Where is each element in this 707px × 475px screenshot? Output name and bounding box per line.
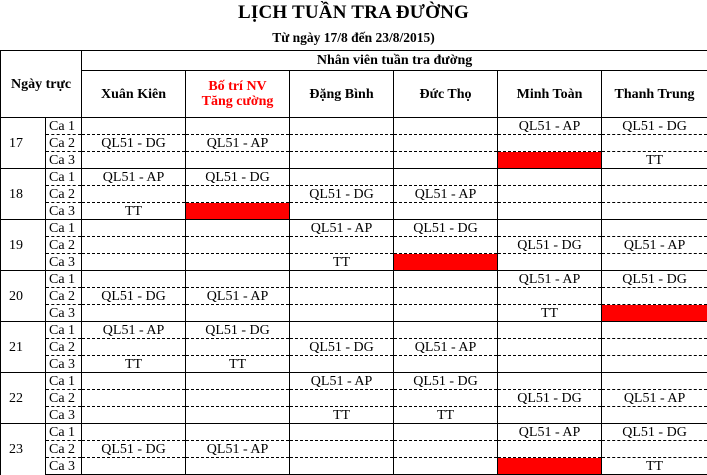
- assignment-cell: QL51 - AP: [498, 424, 602, 441]
- assignment-cell: [290, 305, 394, 322]
- staff-name: Xuân Kiên: [82, 87, 185, 102]
- day-number: 17: [1, 118, 46, 169]
- unassigned-highlight: [498, 458, 602, 475]
- day-number: 20: [1, 271, 46, 322]
- assignment-cell: [290, 424, 394, 441]
- assignment-cell: [82, 186, 186, 203]
- assignment-cell: [82, 237, 186, 254]
- day-number: 21: [1, 322, 46, 373]
- assignment-cell: [394, 271, 498, 288]
- schedule-row: [1, 152, 707, 169]
- assignment-cell: [602, 169, 707, 186]
- assignment-cell: QL51 - AP: [290, 373, 394, 390]
- assignment-cell: [602, 339, 707, 356]
- assignment-cell: [186, 220, 290, 237]
- assignment-cell: [186, 305, 290, 322]
- assignment-cell: [186, 254, 290, 271]
- staff-name-line2: Tăng cường: [186, 94, 289, 109]
- assignment-cell: [186, 458, 290, 475]
- assignment-cell: [290, 118, 394, 135]
- assignment-cell: QL51 - DG: [498, 390, 602, 407]
- shift-label: Ca 3: [46, 407, 82, 424]
- assignment-cell: [290, 271, 394, 288]
- schedule-row: [1, 220, 707, 237]
- day-number: 23: [1, 424, 46, 475]
- assignment-cell: [186, 152, 290, 169]
- assignment-cell: [290, 237, 394, 254]
- day-number: 19: [1, 220, 46, 271]
- schedule-row: [1, 322, 707, 339]
- assignment-cell: [602, 288, 707, 305]
- assignment-cell: [290, 356, 394, 373]
- assignment-cell: [290, 203, 394, 220]
- assignment-cell: [602, 135, 707, 152]
- assignment-cell: TT: [498, 305, 602, 322]
- assignment-cell: QL51 - AP: [186, 288, 290, 305]
- schedule-row: [1, 288, 707, 305]
- shift-label: Ca 3: [46, 254, 82, 271]
- schedule-row: [1, 424, 707, 441]
- assignment-cell: [394, 288, 498, 305]
- assignment-cell: QL51 - DG: [186, 322, 290, 339]
- shift-label: Ca 3: [46, 356, 82, 373]
- assignment-cell: [290, 441, 394, 458]
- assignment-cell: [82, 339, 186, 356]
- assignment-cell: TT: [82, 203, 186, 220]
- assignment-cell: [290, 458, 394, 475]
- assignment-cell: [82, 373, 186, 390]
- assignment-cell: [602, 373, 707, 390]
- date-range-subtitle: Từ ngày 17/8 đến 23/8/2015): [0, 30, 707, 46]
- assignment-cell: [602, 356, 707, 373]
- assignment-cell: [498, 169, 602, 186]
- assignment-cell: QL51 - AP: [394, 339, 498, 356]
- assignment-cell: TT: [602, 152, 707, 169]
- staff-name: Thanh Trung: [602, 87, 707, 102]
- assignment-cell: [394, 305, 498, 322]
- shift-label: Ca 2: [46, 288, 82, 305]
- assignment-cell: [186, 186, 290, 203]
- assignment-cell: [82, 271, 186, 288]
- assignment-cell: QL51 - DG: [394, 373, 498, 390]
- assignment-cell: QL51 - DG: [602, 118, 707, 135]
- assignment-cell: [602, 186, 707, 203]
- assignment-cell: [394, 118, 498, 135]
- shift-label: Ca 2: [46, 339, 82, 356]
- shift-label: Ca 3: [46, 458, 82, 475]
- assignment-cell: [186, 390, 290, 407]
- shift-label: Ca 2: [46, 135, 82, 152]
- staff-header-2: [290, 71, 394, 118]
- assignment-cell: QL51 - DG: [498, 237, 602, 254]
- day-number: 18: [1, 169, 46, 220]
- assignment-cell: QL51 - DG: [602, 271, 707, 288]
- assignment-cell: [186, 237, 290, 254]
- assignment-cell: TT: [290, 254, 394, 271]
- assignment-cell: [394, 356, 498, 373]
- unassigned-highlight: [602, 305, 707, 322]
- staff-name: Bố trí NV: [186, 79, 289, 94]
- shift-label: Ca 2: [46, 186, 82, 203]
- assignment-cell: [602, 407, 707, 424]
- assignment-cell: TT: [602, 458, 707, 475]
- unassigned-highlight: [394, 254, 498, 271]
- assignment-cell: [602, 441, 707, 458]
- assignment-cell: QL51 - AP: [186, 441, 290, 458]
- assignment-cell: [186, 271, 290, 288]
- schedule-row: [1, 390, 707, 407]
- shift-label: Ca 1: [46, 424, 82, 441]
- assignment-cell: [602, 254, 707, 271]
- assignment-cell: [186, 373, 290, 390]
- assignment-cell: [602, 220, 707, 237]
- assignment-cell: TT: [290, 407, 394, 424]
- assignment-cell: [394, 203, 498, 220]
- schedule-row: [1, 305, 707, 322]
- shift-label: Ca 1: [46, 118, 82, 135]
- assignment-cell: [498, 441, 602, 458]
- assignment-cell: QL51 - DG: [602, 424, 707, 441]
- assignment-cell: QL51 - AP: [394, 186, 498, 203]
- shift-label: Ca 1: [46, 220, 82, 237]
- assignment-cell: QL51 - DG: [394, 220, 498, 237]
- staff-name: Đức Thọ: [394, 87, 497, 102]
- shift-label: Ca 1: [46, 271, 82, 288]
- unassigned-highlight: [498, 152, 602, 169]
- staff-name: Đặng Bình: [290, 87, 393, 102]
- assignment-cell: [394, 237, 498, 254]
- assignment-cell: [498, 407, 602, 424]
- assignment-cell: QL51 - DG: [82, 441, 186, 458]
- shift-label: Ca 1: [46, 373, 82, 390]
- staff-name: Minh Toàn: [498, 87, 601, 102]
- schedule-row: [1, 118, 707, 135]
- schedule-row: [1, 271, 707, 288]
- assignment-cell: [394, 390, 498, 407]
- shift-label: Ca 2: [46, 237, 82, 254]
- assignment-cell: [394, 169, 498, 186]
- shift-label: Ca 1: [46, 169, 82, 186]
- assignment-cell: [498, 135, 602, 152]
- staff-header-1: [186, 71, 290, 118]
- staff-group-header: Nhân viên tuần tra đường: [82, 51, 707, 71]
- assignment-cell: [394, 458, 498, 475]
- assignment-cell: QL51 - AP: [186, 135, 290, 152]
- assignment-cell: [498, 373, 602, 390]
- assignment-cell: [498, 254, 602, 271]
- assignment-cell: QL51 - DG: [82, 135, 186, 152]
- unassigned-highlight: [186, 203, 290, 220]
- assignment-cell: [82, 390, 186, 407]
- staff-header-5: [602, 71, 707, 118]
- assignment-cell: TT: [394, 407, 498, 424]
- shift-label: Ca 3: [46, 305, 82, 322]
- schedule-row: [1, 407, 707, 424]
- assignment-cell: [498, 339, 602, 356]
- assignment-cell: [186, 118, 290, 135]
- schedule-row: [1, 373, 707, 390]
- assignment-cell: [394, 441, 498, 458]
- schedule-row: [1, 135, 707, 152]
- schedule-row: [1, 169, 707, 186]
- assignment-cell: QL51 - DG: [290, 186, 394, 203]
- staff-header-4: [498, 71, 602, 118]
- assignment-cell: [82, 305, 186, 322]
- staff-header-0: [82, 71, 186, 118]
- assignment-cell: [498, 203, 602, 220]
- assignment-cell: [82, 152, 186, 169]
- schedule-row: [1, 254, 707, 271]
- assignment-cell: TT: [82, 356, 186, 373]
- assignment-cell: [290, 169, 394, 186]
- assignment-cell: [186, 407, 290, 424]
- assignment-cell: QL51 - DG: [290, 339, 394, 356]
- assignment-cell: [186, 339, 290, 356]
- assignment-cell: [394, 424, 498, 441]
- schedule-row: [1, 339, 707, 356]
- assignment-cell: QL51 - AP: [602, 390, 707, 407]
- assignment-cell: [82, 458, 186, 475]
- assignment-cell: [186, 424, 290, 441]
- assignment-cell: [602, 322, 707, 339]
- assignment-cell: QL51 - AP: [82, 322, 186, 339]
- assignment-cell: QL51 - AP: [290, 220, 394, 237]
- assignment-cell: [498, 356, 602, 373]
- assignment-cell: QL51 - DG: [82, 288, 186, 305]
- schedule-row: [1, 441, 707, 458]
- assignment-cell: [498, 220, 602, 237]
- assignment-cell: [394, 135, 498, 152]
- shift-label: Ca 2: [46, 390, 82, 407]
- assignment-cell: QL51 - DG: [186, 169, 290, 186]
- page-title: LỊCH TUẦN TRA ĐƯỜNG: [0, 2, 707, 24]
- assignment-cell: [498, 322, 602, 339]
- assignment-cell: [290, 135, 394, 152]
- assignment-cell: [394, 322, 498, 339]
- assignment-cell: [394, 152, 498, 169]
- assignment-cell: [82, 118, 186, 135]
- shift-label: Ca 3: [46, 203, 82, 220]
- assignment-cell: [82, 424, 186, 441]
- assignment-cell: [290, 288, 394, 305]
- assignment-cell: QL51 - AP: [602, 237, 707, 254]
- patrol-schedule-table: [0, 50, 707, 475]
- assignment-cell: [290, 322, 394, 339]
- assignment-cell: [498, 186, 602, 203]
- schedule-row: [1, 186, 707, 203]
- assignment-cell: TT: [186, 356, 290, 373]
- assignment-cell: QL51 - AP: [498, 271, 602, 288]
- assignment-cell: [498, 288, 602, 305]
- assignment-cell: [290, 152, 394, 169]
- assignment-cell: QL51 - AP: [498, 118, 602, 135]
- assignment-cell: QL51 - AP: [82, 169, 186, 186]
- shift-label: Ca 2: [46, 441, 82, 458]
- assignment-cell: [82, 220, 186, 237]
- schedule-row: [1, 203, 707, 220]
- schedule-row: [1, 356, 707, 373]
- schedule-row: [1, 237, 707, 254]
- assignment-cell: [602, 203, 707, 220]
- shift-label: Ca 1: [46, 322, 82, 339]
- assignment-cell: [82, 254, 186, 271]
- day-number: 22: [1, 373, 46, 424]
- staff-header-3: [394, 71, 498, 118]
- assignment-cell: [290, 390, 394, 407]
- assignment-cell: [82, 407, 186, 424]
- schedule-row: [1, 458, 707, 475]
- day-column-header: Ngày trực: [1, 51, 82, 118]
- shift-label: Ca 3: [46, 152, 82, 169]
